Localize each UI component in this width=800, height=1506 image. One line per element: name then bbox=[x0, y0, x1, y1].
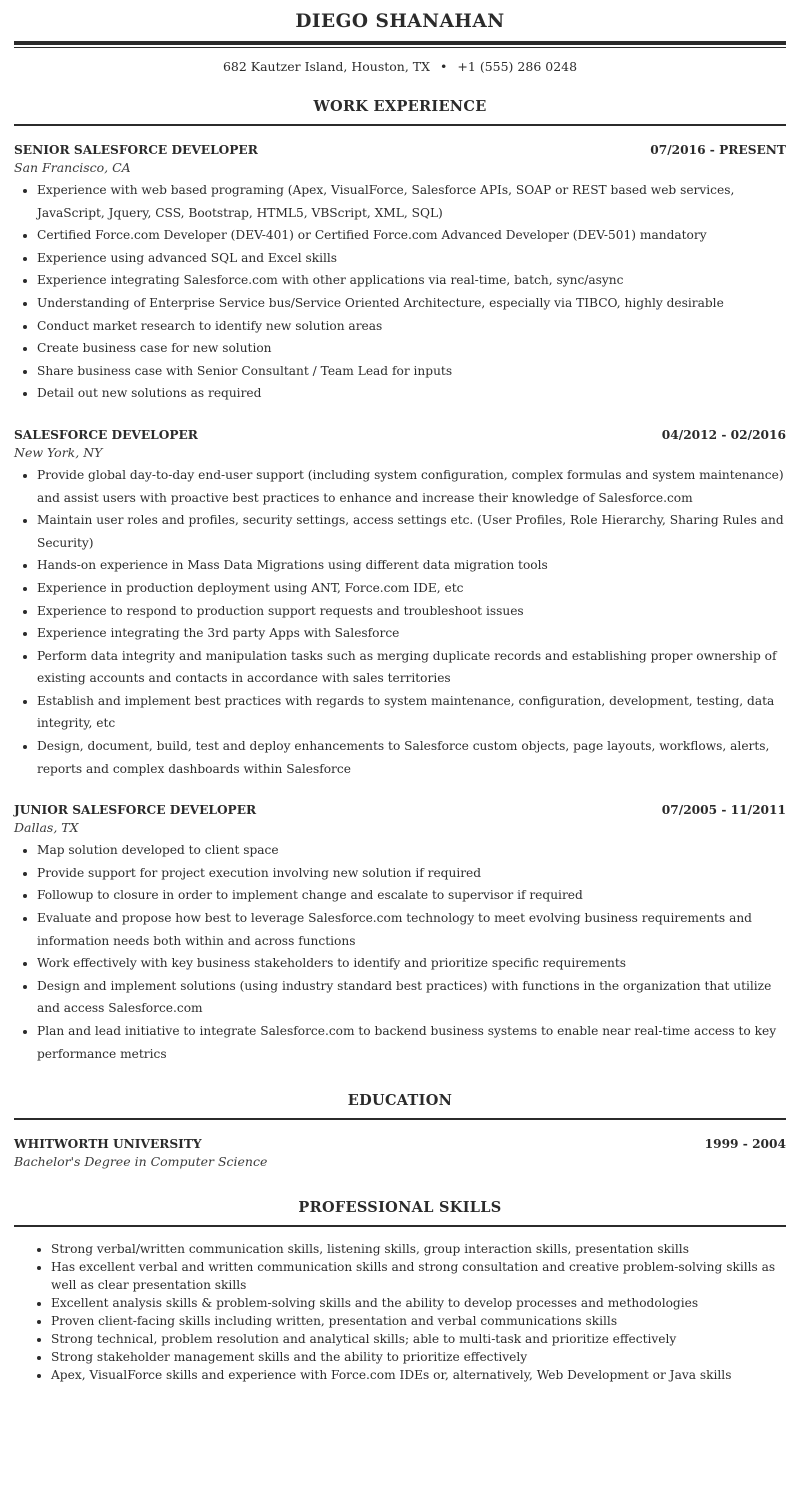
education-section bbox=[14, 1091, 786, 1171]
job-bullet: • Perform data integrity and manipulation tasks such as merging duplicate records and establishing proper ownership of existing accounts and contacts in accordance with sales territories bbox=[37, 645, 786, 690]
header-divider-thin bbox=[14, 47, 786, 48]
job-bullet: • Experience to respond to production support requests and troubleshoot issues bbox=[37, 600, 786, 623]
job-bullet: • Experience integrating Salesforce.com with other applications via real-time, batch, sync/async bbox=[37, 269, 786, 292]
job-location: San Francisco, CA bbox=[14, 160, 131, 175]
skill-item: • Strong stakeholder management skills and the ability to prioritize effectively bbox=[51, 1348, 786, 1366]
job-bullet: • Share business case with Senior Consultant / Team Lead for inputs bbox=[37, 360, 786, 383]
job-header bbox=[14, 141, 786, 159]
candidate-name: DIEGO SHANAHAN bbox=[295, 11, 505, 32]
job-entry bbox=[14, 426, 786, 780]
job-bullet: • Establish and implement best practices with regards to system maintenance, configuration, development, testing, data integrity, etc bbox=[37, 690, 786, 735]
job-entry bbox=[14, 801, 786, 1065]
skills-section-title: PROFESSIONAL SKILLS bbox=[298, 1199, 502, 1217]
skill-item: • Excellent analysis skills & problem-solving skills and the ability to develop processes and methodologies bbox=[51, 1294, 786, 1312]
job-header bbox=[14, 801, 786, 819]
skill-item: • Strong verbal/written communication skills, listening skills, group interaction skills, presentation skills bbox=[51, 1240, 786, 1258]
job-bullet: • Map solution developed to client space bbox=[37, 839, 786, 862]
job-bullet: • Evaluate and propose how best to leverage Salesforce.com technology to meet evolving business requirements and information needs both within and across functions bbox=[37, 907, 786, 952]
job-bullet: • Understanding of Enterprise Service bus/Service Oriented Architecture, especially via TIBCO, highly desirable bbox=[37, 292, 786, 315]
contact-line bbox=[14, 57, 786, 77]
job-bullet: • Experience with web based programing (Apex, VisualForce, Salesforce APIs, SOAP or REST based web services, JavaScript, Jquery, CSS, Bootstrap, HTML5, VBScript, XML, SQL) bbox=[37, 179, 786, 224]
skill-item: • Apex, VisualForce skills and experience with Force.com IDEs or, alternatively, Web Development or Java skills bbox=[51, 1366, 786, 1384]
header-divider-thick bbox=[14, 41, 786, 45]
job-location: New York, NY bbox=[14, 444, 103, 460]
job-bullet: • Provide global day-to-day end-user support (including system configuration, complex formulas and system maintenance) and assist users with proactive best practices to enhance and increase their knowledge of Salesforce.com bbox=[37, 464, 786, 509]
job-bullet: • Conduct market research to identify new solution areas bbox=[37, 315, 786, 338]
work-section-title: WORK EXPERIENCE bbox=[313, 98, 487, 115]
skills-section bbox=[14, 1198, 786, 1384]
education-section-divider bbox=[14, 1118, 786, 1120]
job-bullet: • Experience integrating the 3rd party Apps with Salesforce bbox=[37, 622, 786, 645]
job-entry bbox=[14, 141, 786, 405]
education-dates: 1999 - 2004 bbox=[704, 1137, 786, 1152]
job-bullets bbox=[14, 839, 786, 1065]
job-bullet: • Hands-on experience in Mass Data Migrations using different data migration tools bbox=[37, 554, 786, 577]
address: 682 Kautzer Island, Houston, TX bbox=[222, 59, 431, 74]
job-bullet: • Design, document, build, test and deploy enhancements to Salesforce custom objects, page layouts, workflows, alerts, reports and complex dashboards within Salesforce bbox=[37, 735, 786, 780]
work-section-divider bbox=[14, 124, 786, 126]
job-header bbox=[14, 426, 786, 444]
education-section-title: EDUCATION bbox=[347, 1092, 453, 1110]
job-bullets bbox=[14, 179, 786, 405]
job-bullet: • Maintain user roles and profiles, security settings, access settings etc. (User Profiles, Role Hierarchy, Sharing Rules and Security) bbox=[37, 509, 786, 554]
job-dates: 07/2016 - PRESENT bbox=[650, 143, 786, 157]
job-title: JUNIOR SALESFORCE DEVELOPER bbox=[14, 803, 257, 818]
job-bullet: • Create business case for new solution bbox=[37, 337, 786, 360]
skill-item: • Has excellent verbal and written communication skills and strong consultation and creative problem-solving skills as well as clear presentation skills bbox=[51, 1258, 786, 1294]
job-bullet: • Followup to closure in order to implement change and escalate to supervisor if required bbox=[37, 884, 786, 907]
skills-list bbox=[14, 1240, 786, 1384]
job-bullet: • Certified Force.com Developer (DEV-401) or Certified Force.com Advanced Developer (DEV-501) mandatory bbox=[37, 224, 786, 247]
school-name: WHITWORTH UNIVERSITY bbox=[14, 1137, 202, 1152]
phone: +1 (555) 286 0248 bbox=[457, 59, 578, 74]
education-header bbox=[14, 1135, 786, 1153]
job-dates: 04/2012 - 02/2016 bbox=[661, 427, 786, 442]
skill-item: • Strong technical, problem resolution and analytical skills; able to multi-task and prioritize effectively bbox=[51, 1330, 786, 1348]
job-bullet: • Provide support for project execution involving new solution if required bbox=[37, 862, 786, 885]
contact-separator: • bbox=[440, 59, 448, 74]
job-bullets bbox=[14, 464, 786, 780]
job-title: SENIOR SALESFORCE DEVELOPER bbox=[14, 143, 258, 157]
skill-item: • Proven client-facing skills including written, presentation and verbal communications skills bbox=[51, 1312, 786, 1330]
job-bullet: • Plan and lead initiative to integrate Salesforce.com to backend business systems to enable near real-time access to key performance metrics bbox=[37, 1020, 786, 1065]
job-bullet: • Detail out new solutions as required bbox=[37, 382, 786, 405]
education-entry bbox=[14, 1135, 786, 1171]
degree: Bachelor's Degree in Computer Science bbox=[14, 1154, 268, 1170]
job-bullet: • Experience in production deployment using ANT, Force.com IDE, etc bbox=[37, 577, 786, 600]
job-bullet: • Design and implement solutions (using industry standard best practices) with functions in the organization that utilize and access Salesforce.com bbox=[37, 975, 786, 1020]
job-bullet: • Experience using advanced SQL and Excel skills bbox=[37, 247, 786, 270]
work-section bbox=[14, 97, 786, 1065]
job-dates: 07/2005 - 11/2011 bbox=[661, 803, 786, 818]
job-bullet: • Work effectively with key business stakeholders to identify and prioritize specific requirements bbox=[37, 952, 786, 975]
job-location: Dallas, TX bbox=[14, 820, 79, 836]
job-title: SALESFORCE DEVELOPER bbox=[14, 427, 198, 442]
skills-section-divider bbox=[14, 1225, 786, 1227]
